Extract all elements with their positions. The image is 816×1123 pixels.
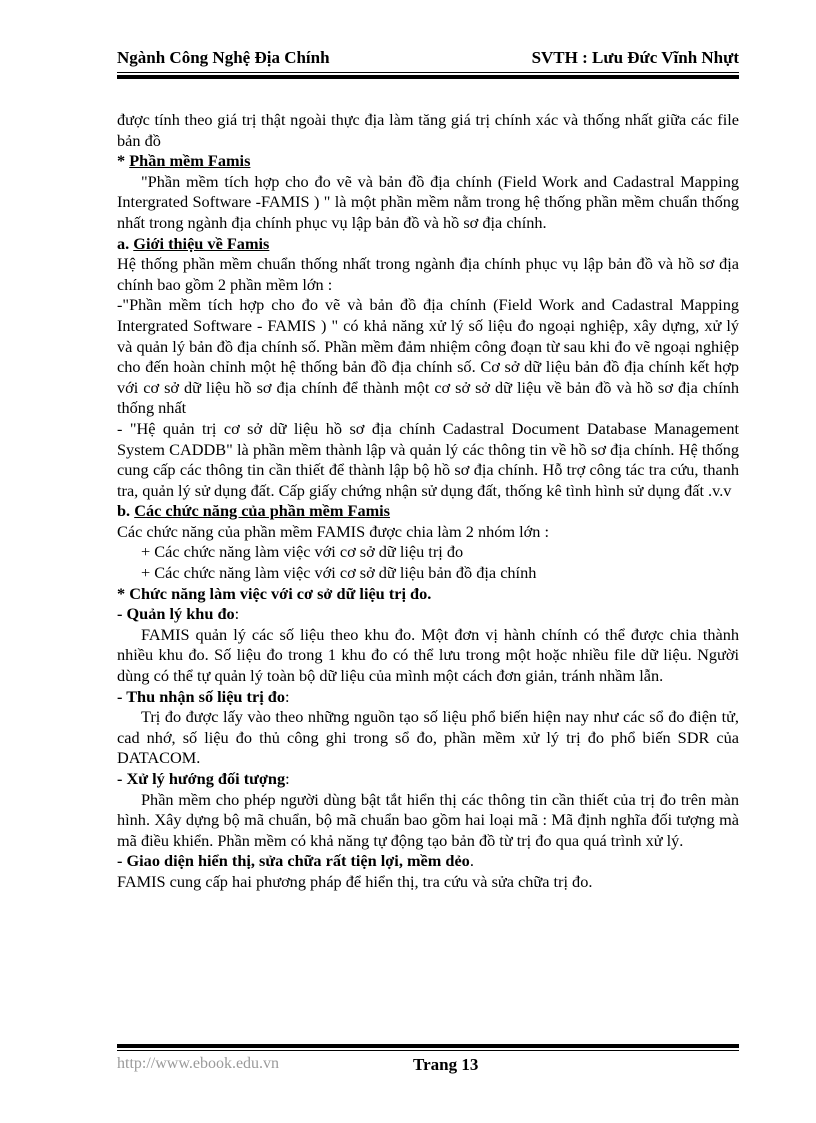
page-footer xyxy=(117,1053,739,1077)
heading-section-b: b. Các chức năng của phần mềm Famis xyxy=(117,501,391,521)
page-number: Trang 13 xyxy=(413,1055,479,1074)
header-author: SVTH : Lưu Đức Vĩnh Nhựt xyxy=(531,48,739,67)
header-rule-thick xyxy=(117,75,739,79)
subheading-data-acquisition: - Thu nhận số liệu trị đo: xyxy=(117,686,290,706)
header-department: Ngành Công Nghệ Địa Chính xyxy=(117,48,330,67)
paragraph-interface: FAMIS cung cấp hai phương pháp để hiển thị, tra cứu và sửa chữa trị đo. xyxy=(117,871,593,891)
paragraph-famis-definition: "Phần mềm tích hợp cho đo vẽ và bản đồ địa chính (Field Work and Cadastral Mapping Intergrated Software -FAMIS ) " là một phần mềm nằm trong hệ thống phần mềm chuẩn thống nhất trong ngành địa chính phục vụ lập bản đồ và hồ sơ địa chính. xyxy=(117,171,739,232)
heading-section-a: a. Giới thiệu về Famis xyxy=(117,233,270,253)
paragraph-system-overview: Hệ thống phần mềm chuẩn thống nhất trong ngành địa chính phục vụ lập bản đồ và hồ sơ địa chính bao gồm 2 phần mềm lớn : xyxy=(117,254,739,294)
paragraph-famis-software: -"Phần mềm tích hợp cho đo vẽ và bản đồ địa chính (Field Work and Cadastral Mapping Intergrated Software - FAMIS ) " có khả năng xử lý số liệu đo ngoại nghiệp, xây dựng, xử lý và quản lý bản đồ địa chính số. Phần mềm đảm nhiệm công đoạn từ sau khi đo vẽ ngoại nghiệp cho đến hoàn chỉnh một hệ thống bản đồ địa chính số. Cơ sở dữ liệu bản đồ địa chính kết hợp với cơ sở dữ liệu hồ sơ địa chính để thành một cơ sở sở dữ liệu về bản đồ và hồ sơ địa chính thống nhất xyxy=(117,295,739,418)
paragraph-object-processing: Phần mềm cho phép người dùng bật tắt hiển thị các thông tin cần thiết của trị đo trên màn hình. Xây dựng bộ mã chuẩn, bộ mã chuẩn bao gồm hai loại mã : Mã định nghĩa đối tượng mà mã điều khiển. Phần mềm có khả năng tự động tạo bản đồ từ trị đo qua quá trình xử lý. xyxy=(117,789,739,850)
paragraph-data-acquisition: Trị đo được lấy vào theo những nguồn tạo số liệu phổ biến hiện nay như các sổ đo điện tử, cad nhớ, số liệu đo thủ công ghi trong sổ đo, phần mềm xử lý trị đo phổ biến SDR của DATACOM. xyxy=(117,707,739,768)
header-rule-thin xyxy=(117,72,739,73)
paragraph-area-management: FAMIS quản lý các số liệu theo khu đo. Một đơn vị hành chính có thể được chia thành nhiều khu đo. Số liệu đo trong 1 khu đo có thể lưu trong một hoặc nhiều file dữ liệu. Người dùng có thể tự quản lý toàn bộ dữ liệu của mình một cách đơn giản, tránh nhầm lẫn. xyxy=(117,624,739,686)
subheading-object-processing: - Xử lý hướng đối tượng: xyxy=(117,769,290,788)
subheading-area-management: - Quản lý khu đo: xyxy=(117,604,240,624)
list-item: + Các chức năng làm việc với cơ sở dữ liệu trị đo xyxy=(141,542,464,562)
footer-rule-thick xyxy=(117,1044,739,1048)
list-item: + Các chức năng làm việc với cơ sở dữ liệu bản đồ địa chính xyxy=(141,563,537,583)
footer-url: http://www.ebook.edu.vn xyxy=(117,1055,280,1072)
paragraph-function-groups: Các chức năng của phần mềm FAMIS được chia làm 2 nhóm lớn : xyxy=(117,521,550,541)
body-content xyxy=(117,110,739,893)
footer-rule-thin xyxy=(117,1050,739,1051)
heading-famis: * Phần mềm Famis xyxy=(117,151,251,171)
heading-survey-database: * Chức năng làm việc với cơ sở dữ liệu trị đo. xyxy=(117,583,432,603)
page-header xyxy=(117,46,739,72)
paragraph-caddb-software: - "Hệ quản trị cơ sở dữ liệu hồ sơ địa chính Cadastral Document Database Management System CADDB" là phần mềm thành lập và quản lý các thông tin về hồ sơ địa chính. Hệ thống cung cấp các thông tin cần thiết để thành lập bộ hồ sơ địa chính. Hỗ trợ công tác tra cứu, thanh tra, quản lý sử dụng đất. Cấp giấy chứng nhận sử dụng đất, thống kê tình hình sử dụng đất .v.v xyxy=(117,418,739,500)
paragraph-intro: được tính theo giá trị thật ngoài thực địa làm tăng giá trị chính xác và thống nhất giữa các file bản đồ xyxy=(117,110,739,150)
subheading-interface: - Giao diện hiển thị, sửa chữa rất tiện lợi, mềm dẻo. xyxy=(117,851,474,871)
